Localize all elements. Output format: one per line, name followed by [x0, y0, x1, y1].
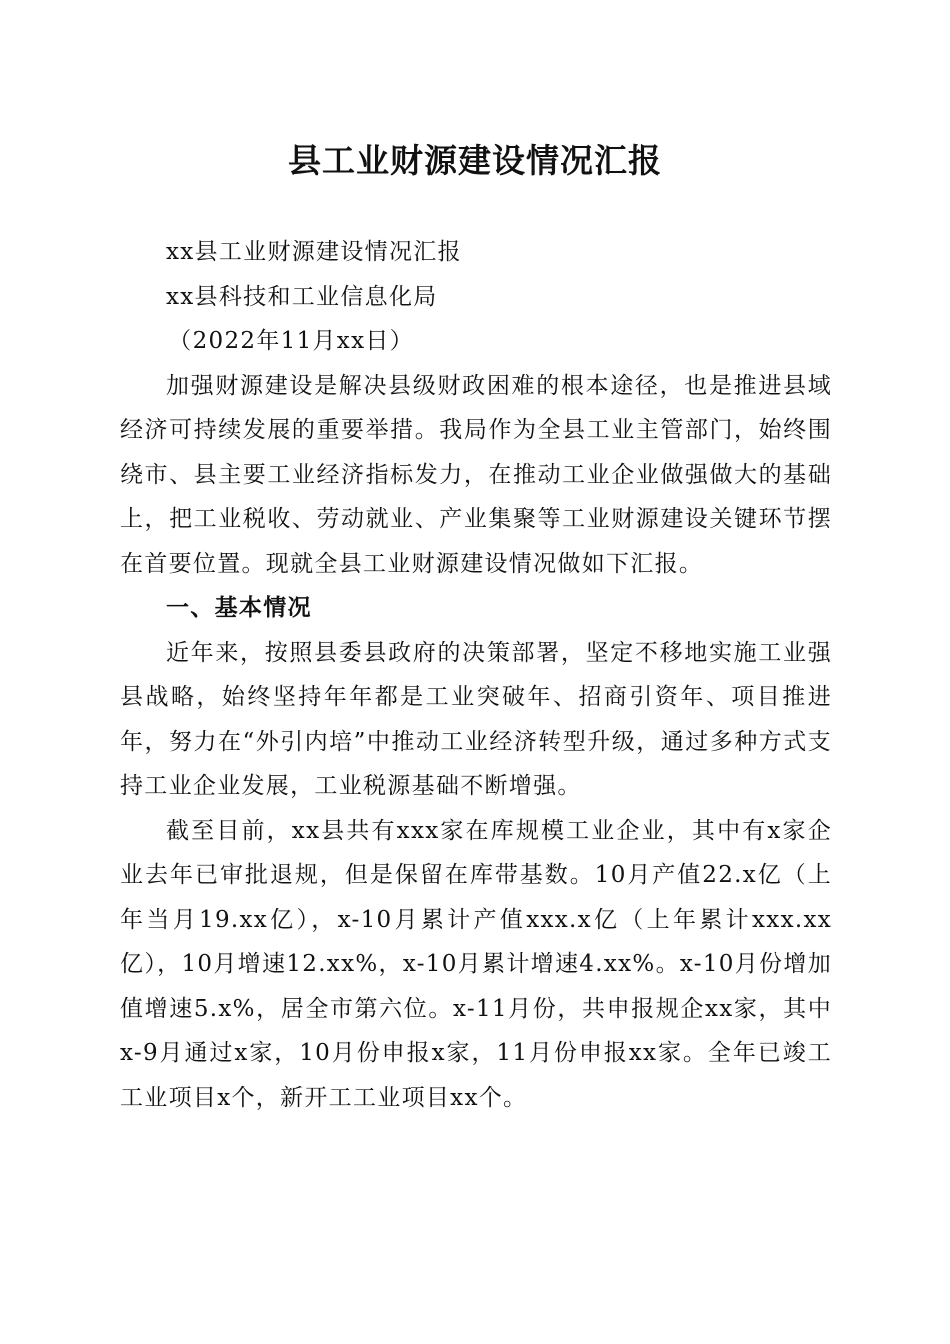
intro-paragraph: 加强财源建设是解决县级财政困难的根本途径，也是推进县域经济可持续发展的重要举措。我局作为全县工业主管部门，始终围绕市、县主要工业经济指标发力，在推动工业企业做强做大的基础上，把工业税收、劳动就业、产业集聚等工业财源建设关键环节摆在首要位置。现就全县工业财源建设情况做如下汇报。 [120, 372, 832, 577]
document-department: xx县科技和工业信息化局 [166, 283, 438, 310]
document-body [120, 230, 832, 1120]
section-paragraph: 截至目前，xx县共有xxx家在库规模工业企业，其中有x家企业去年已审批退规，但是保留在库带基数。10月产值22.x亿（上年当月19.xx亿），x-10月累计产值xxx.x亿（上年累计xxx.xx亿），10月增速12.xx%，x-10月累计增速4.xx%。x-10月份增加值增速5.x%，居全市第六位。x-11月份，共申报规企xx家，其中x-9月通过x家，10月份申报x家，11月份申报xx家。全年已竣工工业项目x个，新开工工业项目xx个。 [120, 817, 832, 1111]
section-heading: 一、基本情况 [166, 595, 312, 621]
document-date: （2022年11月xx日） [168, 328, 414, 354]
document-subtitle: xx县工业财源建设情况汇报 [166, 239, 462, 265]
document-title: 县工业财源建设情况汇报 [288, 141, 662, 180]
section-paragraph: 近年来，按照县委县政府的决策部署，坚定不移地实施工业强县战略，始终坚持年年都是工业突破年、招商引资年、项目推进年，努力在“外引内培”中推动工业经济转型升级，通过多种方式支持工业企业发展，工业税源基础不断增强。 [120, 639, 832, 799]
